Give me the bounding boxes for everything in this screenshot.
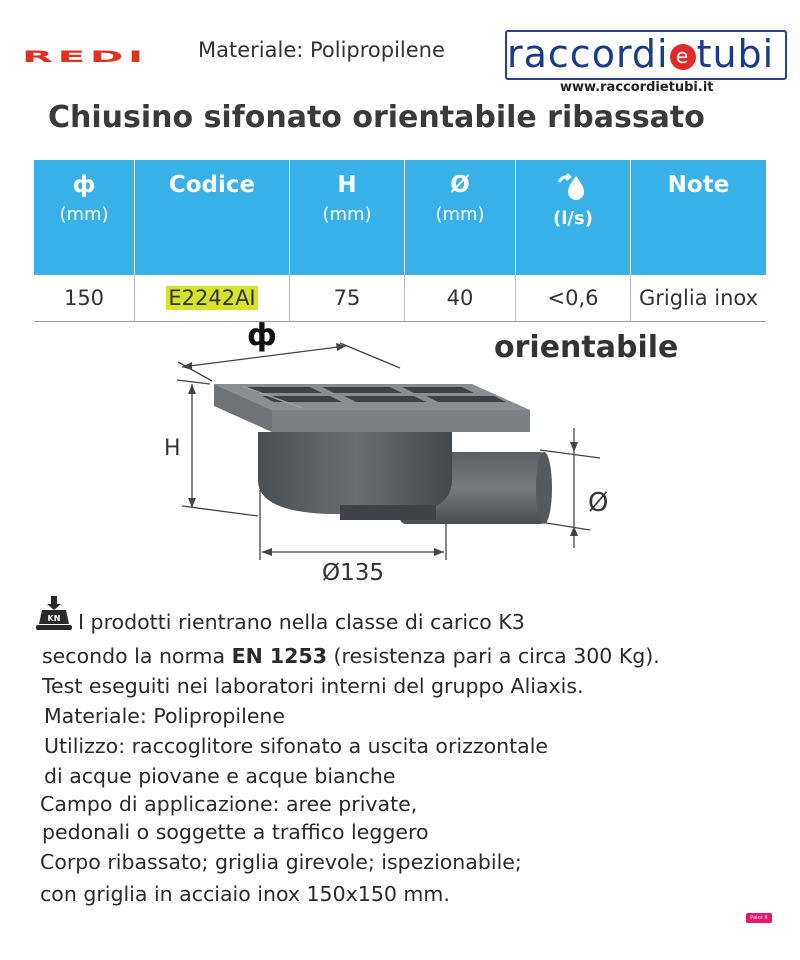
note-line-3: Test eseguiti nei laboratori interni del gruppo Aliaxis.: [42, 674, 584, 698]
cell-flow: <0,6: [516, 275, 631, 322]
header-code-label: Codice: [168, 172, 256, 198]
cell-outlet: 40: [405, 275, 516, 322]
header-height-unit: (mm): [322, 204, 372, 225]
header-notes: [631, 160, 767, 275]
cell-notes: Griglia inox: [631, 275, 767, 322]
note-line-6: di acque piovane e acque bianche: [44, 764, 396, 788]
header-code: [135, 160, 290, 275]
norm-reference: EN 1253: [231, 644, 327, 668]
header-flow: [516, 160, 631, 275]
dimension-height-label: H: [164, 436, 181, 461]
shop-logo: [505, 30, 787, 80]
load-class-icon-text: KN: [47, 614, 61, 623]
header-diameter-label: ф: [72, 172, 96, 198]
watermark-tag: Paint X lite: [746, 913, 772, 923]
header-outlet: [405, 160, 516, 275]
cell-diameter: 150: [34, 275, 135, 322]
note-line-5: Utilizzo: raccoglitore sifonato a uscita orizzontale: [44, 734, 549, 758]
note-line-10: con griglia in acciaio inox 150x150 mm.: [40, 882, 450, 906]
shop-logo-part1: raccordi: [507, 32, 669, 76]
note-line-2-pre: secondo la norma: [42, 644, 232, 668]
dimension-phi-label: ф: [247, 318, 277, 353]
header-outlet-unit: (mm): [435, 204, 485, 225]
header-height: [290, 160, 405, 275]
note-line-2: [42, 644, 660, 668]
header-notes-label: Note: [667, 172, 730, 198]
shop-logo-e-badge: e: [670, 44, 696, 70]
dimension-base-label: Ø135: [322, 560, 385, 586]
header-height-label: H: [337, 172, 357, 198]
header-outlet-label: Ø: [450, 172, 470, 198]
page-title: Chiusino sifonato orientabile ribassato: [48, 100, 705, 135]
spec-table: [34, 160, 766, 322]
material-header: Materiale: Polipropilene: [198, 38, 445, 62]
product-code: E2242AI: [168, 286, 256, 310]
shop-url[interactable]: www.raccordietubi.it: [560, 80, 714, 95]
brand-logo: REDI: [22, 47, 148, 67]
load-class-icon: [36, 596, 72, 632]
note-line-4: Materiale: Polipropilene: [44, 704, 286, 728]
cell-height: 75: [290, 275, 405, 322]
header-diameter: [34, 160, 135, 275]
shop-logo-part3: tubi: [696, 32, 775, 76]
note-line-9: Corpo ribassato; griglia girevole; ispezionabile;: [40, 850, 522, 874]
orientabile-label: orientabile: [494, 330, 679, 365]
header-flow-unit: (l/s): [553, 208, 593, 229]
note-line-1: I prodotti rientrano nella classe di carico K3: [78, 610, 525, 634]
flow-rate-icon: [556, 172, 590, 202]
table-header-row: [34, 160, 766, 275]
note-line-7: Campo di applicazione: aree private,: [40, 792, 418, 816]
dimension-outlet-label: Ø: [588, 488, 609, 518]
note-line-2-post: (resistenza pari a circa 300 Kg).: [326, 644, 660, 668]
note-line-8: pedonali o soggette a traffico leggero: [42, 820, 429, 844]
header-diameter-unit: (mm): [59, 204, 109, 225]
